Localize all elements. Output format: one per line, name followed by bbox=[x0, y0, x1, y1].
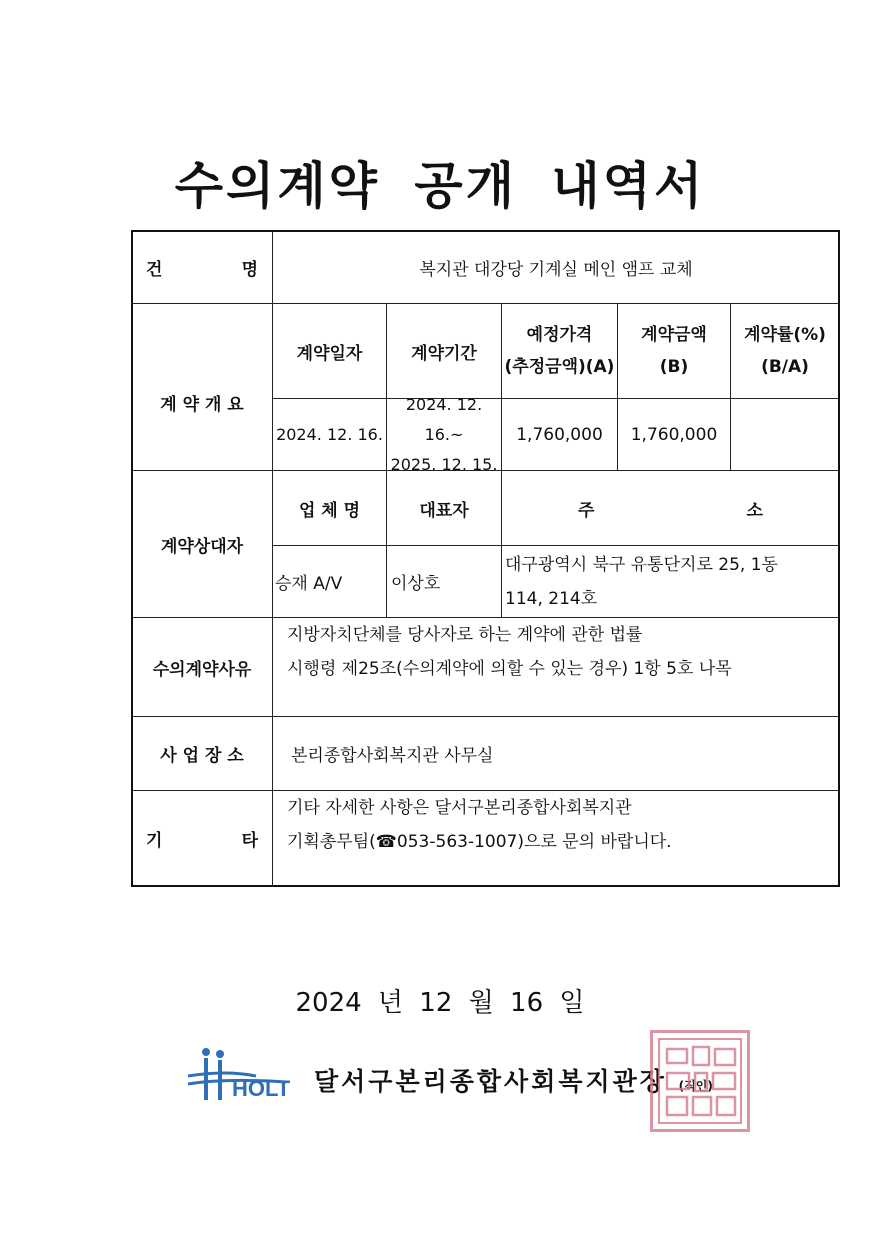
seal-note: (직인) bbox=[678, 1079, 713, 1093]
etc-label-cell: 기 타 bbox=[131, 790, 273, 887]
overview-label-cell bbox=[131, 303, 273, 471]
holt-logo-icon bbox=[186, 1046, 302, 1104]
counterparty-header-rep: 대표자 bbox=[386, 470, 502, 546]
place-value-cell: 본리종합사회복지관 사무실 bbox=[272, 716, 840, 791]
overview-header-period: 계약기간 bbox=[386, 303, 502, 399]
reason-label-cell: 수의계약사유 bbox=[131, 617, 273, 717]
counterparty-label-cell: 계약상대자 bbox=[131, 470, 273, 618]
overview-label: 계 약 개 요 bbox=[160, 394, 244, 415]
name-label-left: 건 bbox=[146, 259, 163, 280]
overview-header-est-price: 예정가격 (추정금액)(A) bbox=[501, 303, 618, 399]
overview-value-date: 2024. 12. 16. bbox=[272, 398, 387, 471]
overview-header-amount: 계약금액 (B) bbox=[617, 303, 731, 399]
etc-value-cell: 기타 자세한 사항은 달서구본리종합사회복지관 기획총무팀(☎053-563-1007)으로 문의 바랍니다. bbox=[272, 790, 840, 887]
svg-text:HOLT: HOLT bbox=[232, 1076, 291, 1101]
overview-header-rate: 계약률(%) (B/A) bbox=[730, 303, 840, 399]
overview-value-amount: 1,760,000 bbox=[617, 398, 731, 471]
document-title: 수의계약 공개 내역서 bbox=[174, 157, 706, 215]
overview-value-est-price: 1,760,000 bbox=[501, 398, 618, 471]
seal-pattern-icon bbox=[653, 1033, 747, 1129]
counterparty-header-company: 업 체 명 bbox=[272, 470, 387, 546]
overview-value-rate bbox=[730, 398, 840, 471]
issue-date: 2024 년 12 월 16 일 bbox=[295, 988, 585, 1018]
organization-name: 달서구본리종합사회복지관장 (직인) bbox=[314, 1067, 713, 1096]
place-label-cell: 사 업 장 소 bbox=[131, 716, 273, 791]
reason-value-cell: 지방자치단체를 당사자로 하는 계약에 관한 법률 시행령 제25조(수의계약에 의할 수 있는 경우) 1항 5호 나목 bbox=[272, 617, 840, 717]
contract-name: 복지관 대강당 기계실 메인 앰프 교체 bbox=[419, 259, 693, 280]
name-value-cell bbox=[272, 230, 840, 304]
counterparty-value-address: 대구광역시 북구 유통단지로 25, 1동 114, 214호 bbox=[501, 545, 840, 618]
name-label-right: 명 bbox=[241, 259, 258, 280]
name-label-cell bbox=[131, 230, 273, 304]
counterparty-value-rep: 이상호 bbox=[386, 545, 502, 618]
counterparty-value-company: 승재 A/V bbox=[272, 545, 387, 618]
overview-header-date: 계약일자 bbox=[272, 303, 387, 399]
counterparty-header-address: 주 소 bbox=[501, 470, 840, 546]
overview-value-period: 2024. 12. 16.~ 2025. 12. 15. bbox=[386, 398, 502, 471]
official-seal-stamp bbox=[650, 1030, 750, 1132]
